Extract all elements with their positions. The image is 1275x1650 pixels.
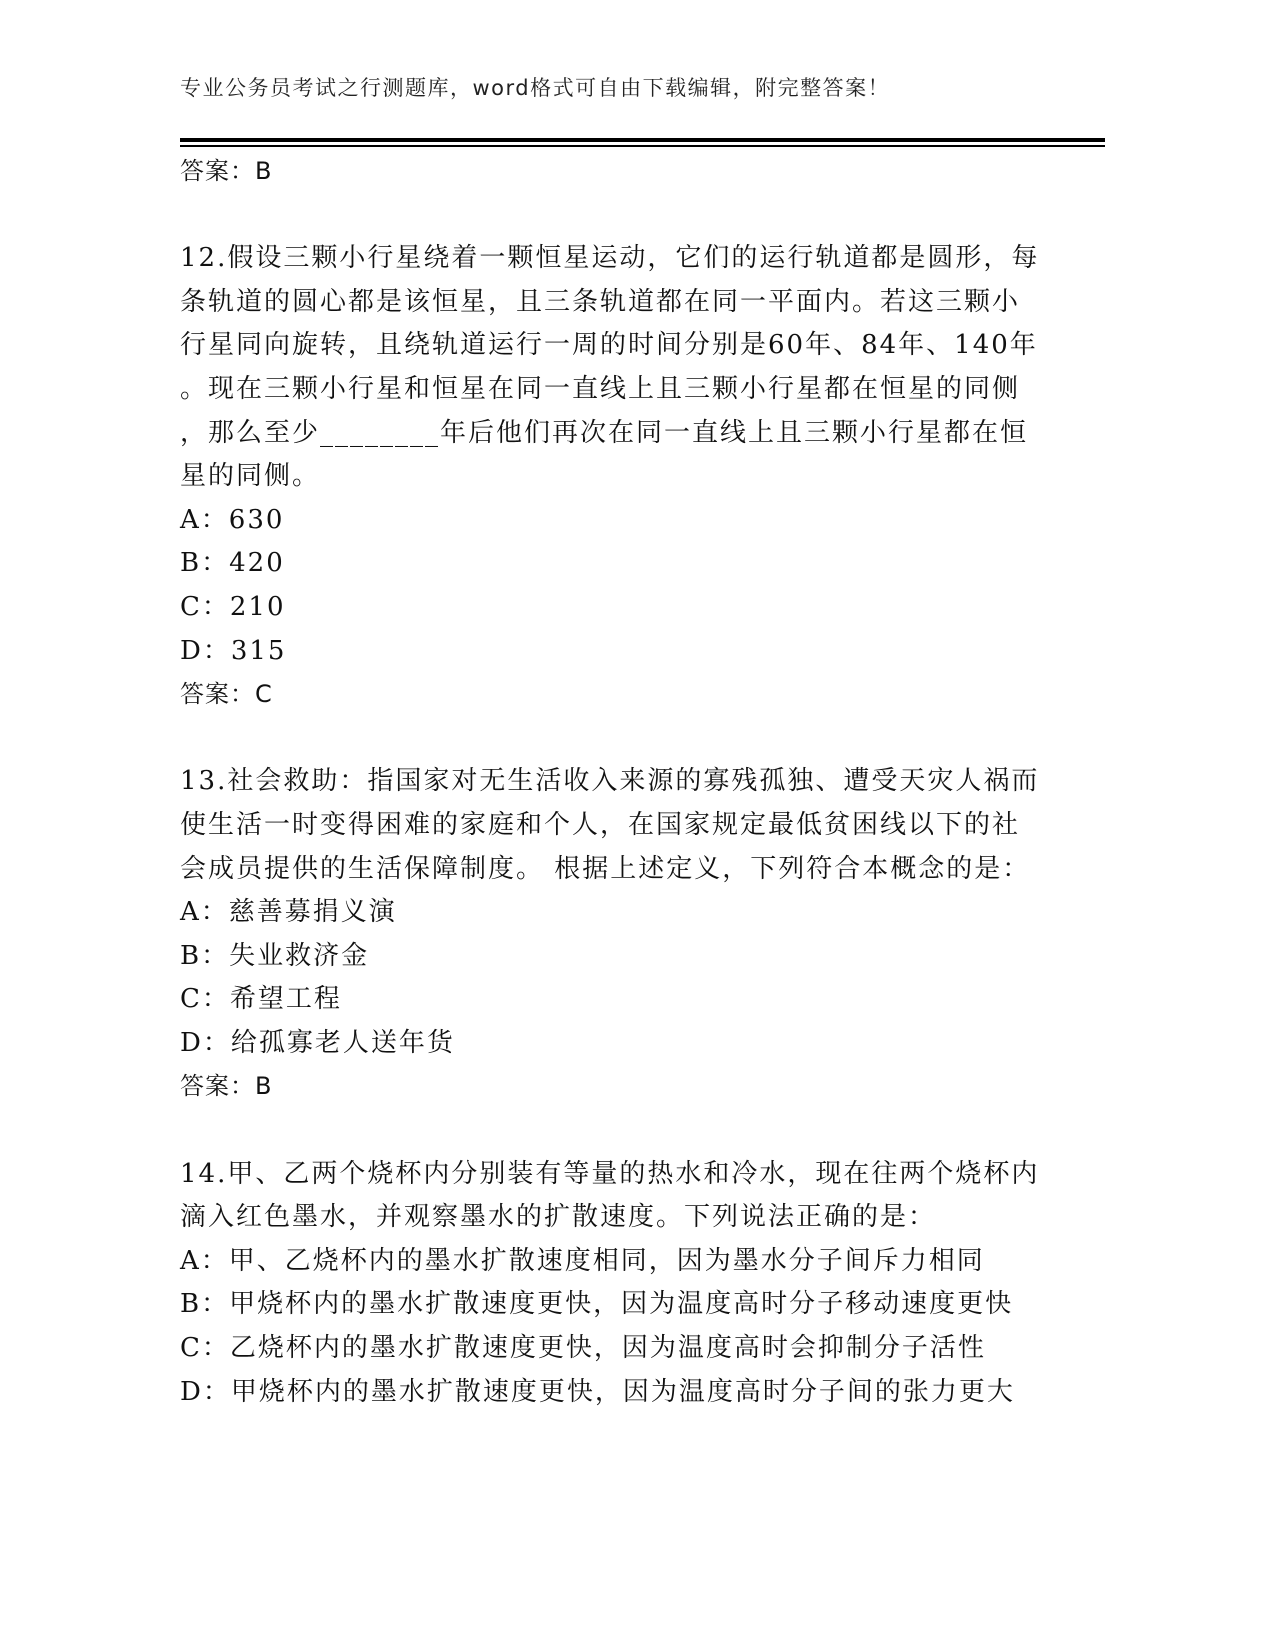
header-rule-thin	[180, 145, 1105, 147]
question-text-line: 星的同侧。	[180, 461, 321, 492]
option-d: D：甲烧杯内的墨水扩散速度更快，因为温度高时分子间的张力更大	[180, 1376, 1015, 1407]
option-c: C：乙烧杯内的墨水扩散速度更快，因为温度高时会抑制分子活性	[180, 1333, 986, 1364]
question-text-line: 行星同向旋转，且绕轨道运行一周的时间分别是60年、84年、140年	[180, 330, 1038, 361]
answer: 答案：C	[180, 680, 273, 709]
question-text-line: 会成员提供的生活保障制度。 根据上述定义，下列符合本概念的是：	[180, 853, 1031, 884]
previous-answer: 答案：B	[180, 157, 273, 185]
question-12	[180, 237, 1080, 717]
option-c: C：希望工程	[180, 984, 342, 1015]
document-body	[180, 150, 1080, 1414]
question-text-line: 滴入红色墨水，并观察墨水的扩散速度。下列说法正确的是：	[180, 1202, 937, 1233]
question-text-line: 。现在三颗小行星和恒星在同一直线上且三颗小行星都在恒星的同侧	[180, 373, 1021, 404]
question-text-line: 使生活一时变得困难的家庭和个人，在国家规定最低贫困线以下的社	[180, 809, 1021, 840]
question-13	[180, 760, 1080, 1109]
option-d: D：315	[180, 635, 287, 666]
option-a: A：甲、乙烧杯内的墨水扩散速度相同，因为墨水分子间斥力相同	[180, 1245, 985, 1276]
question-text-line: ，那么至少________年后他们再次在同一直线上且三颗小行星都在恒	[180, 417, 1029, 448]
option-a: A：慈善募捐义演	[180, 897, 397, 928]
answer: 答案：B	[180, 1072, 273, 1101]
option-c: C：210	[180, 591, 286, 622]
option-b: B：甲烧杯内的墨水扩散速度更快，因为温度高时分子移动速度更快	[180, 1289, 1014, 1320]
option-d: D：给孤寡老人送年货	[180, 1027, 455, 1058]
option-a: A：630	[180, 504, 285, 535]
question-14	[180, 1153, 1080, 1415]
option-b: B：420	[180, 548, 285, 579]
option-b: B：失业救济金	[180, 940, 370, 971]
question-text-line: 12.假设三颗小行星绕着一颗恒星运动，它们的运行轨道都是圆形，每	[180, 243, 1040, 274]
page-header: 专业公务员考试之行测题库，word格式可自由下载编辑，附完整答案！	[180, 76, 891, 100]
question-text-line: 14.甲、乙两个烧杯内分别装有等量的热水和冷水，现在往两个烧杯内	[180, 1158, 1040, 1189]
header-rule-thick	[180, 138, 1105, 142]
question-text-line: 13.社会救助：指国家对无生活收入来源的寡残孤独、遭受天灾人祸而	[180, 766, 1040, 797]
question-text-line: 条轨道的圆心都是该恒星，且三条轨道都在同一平面内。若这三颗小	[180, 286, 1021, 317]
